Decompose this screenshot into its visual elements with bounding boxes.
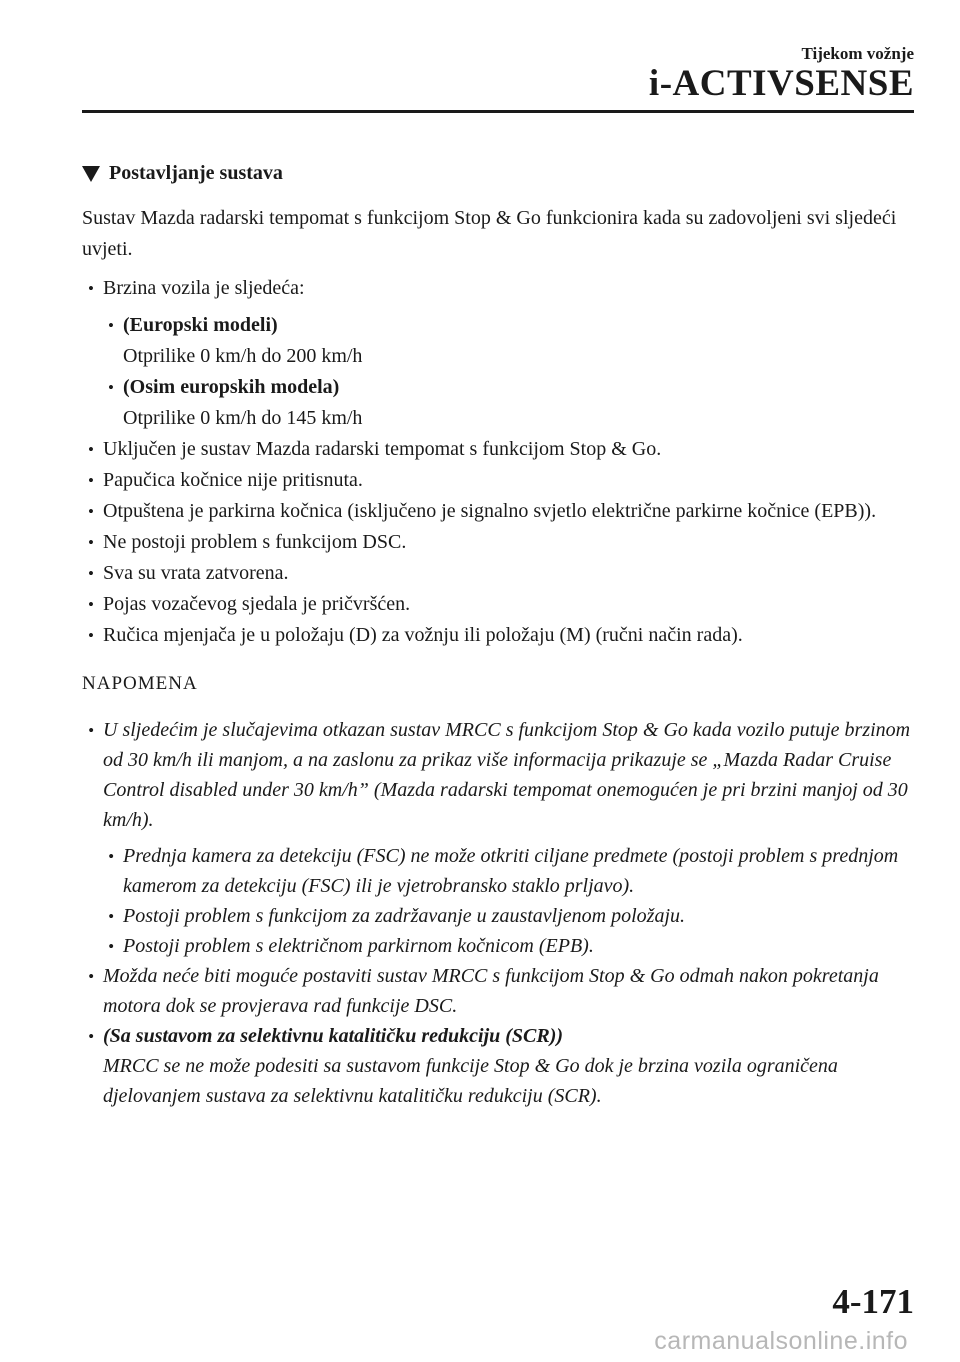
- bullet-icon: •: [88, 721, 94, 740]
- list-item: • Ne postoji problem s funkcijom DSC.: [82, 527, 917, 558]
- note-item-title: (Sa sustavom za selektivnu katalitičku redukciju (SCR)): [103, 1025, 564, 1047]
- sub-item-text: Otprilike 0 km/h do 200 km/h: [123, 345, 363, 367]
- note-title: NAPOMENA: [82, 673, 198, 694]
- main-content: [82, 162, 917, 1111]
- list-item: • Ručica mjenjača je u položaju (D) za vožnju ili položaju (M) (ručni način rada).: [82, 620, 917, 651]
- note-item: [82, 1021, 917, 1111]
- watermark: carmanualsonline.info: [654, 1327, 908, 1355]
- running-header-title: i-ACTIVSENSE: [648, 63, 914, 104]
- page-number: 4-171: [832, 1282, 914, 1321]
- list-item: • Sva su vrata zatvorena.: [82, 558, 917, 589]
- sub-item-text: Otprilike 0 km/h do 145 km/h: [123, 407, 363, 429]
- note-sub-item: • Postoji problem s funkcijom za zadržavanje u zaustavljenom položaju.: [82, 901, 917, 931]
- bullet-icon: •: [108, 316, 114, 335]
- bullet-icon: •: [88, 1027, 94, 1046]
- bullet-icon: •: [108, 937, 114, 956]
- list-item: • Otpuštena je parkirna kočnica (isključeno je signalno svjetlo električne parkirne kočnice (EPB)).: [82, 496, 917, 527]
- bullet-icon: •: [108, 907, 114, 926]
- bullet-icon: •: [88, 440, 94, 459]
- bullet-icon: •: [88, 533, 94, 552]
- section-heading: [82, 162, 917, 185]
- note-item: • U sljedećim je slučajevima otkazan sustav MRCC s funkcijom Stop & Go kada vozilo putuje brzinom od 30 km/h ili manjom, a na zaslonu za prikaz više informacija prikazuje se „Mazda Radar Cruise Control disabled under 30 km/h” (Mazda radarski tempomat onemogućen je pri brzini manjoj od 30 km/h).: [82, 715, 917, 835]
- bullet-icon: •: [88, 279, 94, 298]
- list-item: • Uključen je sustav Mazda radarski tempomat s funkcijom Stop & Go.: [82, 434, 917, 465]
- sub-list-item: [82, 372, 917, 434]
- bullet-icon: •: [88, 502, 94, 521]
- sub-list-item: [82, 310, 917, 372]
- bullet-icon: •: [108, 378, 114, 397]
- bullet-icon: •: [88, 967, 94, 986]
- bullet-icon: •: [88, 471, 94, 490]
- note-item: • Možda neće biti moguće postaviti sustav MRCC s funkcijom Stop & Go odmah nakon pokretanja motora dok se provjerava rad funkcije DSC.: [82, 961, 917, 1021]
- intro-paragraph: Sustav Mazda radarski tempomat s funkcijom Stop & Go funkcionira kada su zadovoljeni svi sljedeći uvjeti.: [82, 207, 897, 260]
- note-item-text: MRCC se ne može podesiti sa sustavom funkcije Stop & Go dok je brzina vozila ograničena djelovanjem sustava za selektivnu katalitičku redukciju (SCR).: [103, 1055, 838, 1107]
- list-item: • Papučica kočnice nije pritisnuta.: [82, 465, 917, 496]
- bullet-icon: •: [88, 564, 94, 583]
- bullet-icon: •: [88, 595, 94, 614]
- note-sub-item: • Prednja kamera za detekciju (FSC) ne može otkriti ciljane predmete (postoji problem s prednjom kamerom za detekciju (FSC) ili je vjetrobransko staklo prljavo).: [82, 841, 917, 901]
- bullet-icon: •: [88, 626, 94, 645]
- note-block: [82, 669, 917, 1111]
- bullet-icon: •: [108, 847, 114, 866]
- triangle-down-icon: [82, 166, 100, 182]
- list-item: • Pojas vozačevog sjedala je pričvršćen.: [82, 589, 917, 620]
- header-divider: [82, 110, 914, 113]
- note-sub-item: • Postoji problem s električnom parkirnom kočnicom (EPB).: [82, 931, 917, 961]
- sub-item-title: (Osim europskih modela): [123, 376, 340, 398]
- list-item: • Brzina vozila je sljedeća:: [82, 273, 917, 304]
- section-title: Postavljanje sustava: [109, 162, 283, 184]
- sub-item-title: (Europski modeli): [123, 314, 278, 336]
- running-header-subtitle: Tijekom vožnje: [801, 44, 914, 63]
